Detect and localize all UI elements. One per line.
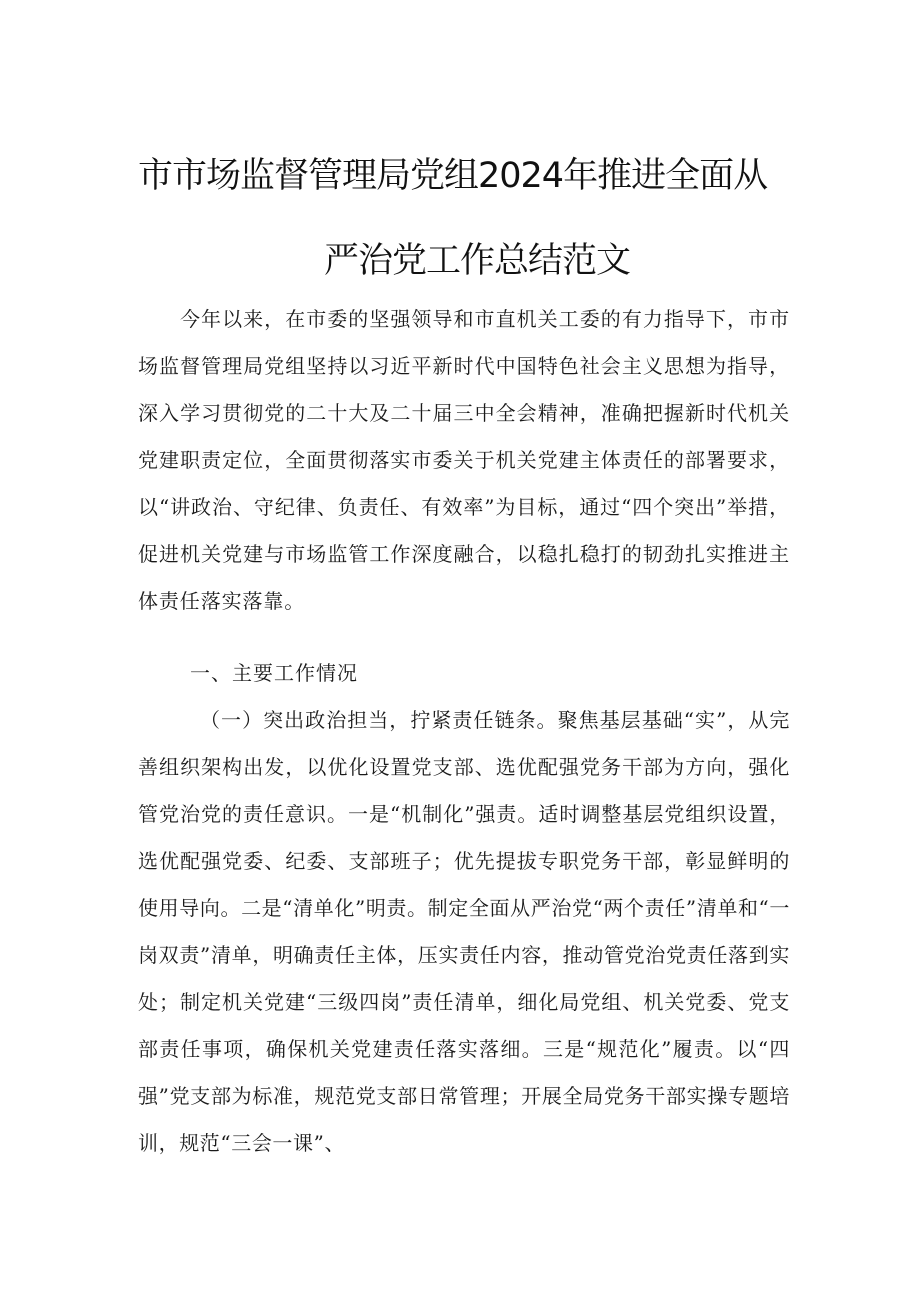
document-title-line-2: 严治党工作总结范文 [324, 241, 631, 281]
document-title-line-1: 市市场监督管理局党组2024年推进全面从 [138, 156, 768, 196]
body-paragraph: （一）突出政治担当，拧紧责任链条。聚焦基层基础“实”，从完善组织架构出发，以优化设置党支部、选优配强党务干部为方向，强化管党治党的责任意识。一是“机制化”强责。适时调整基层党组织设置，选优配强党委、纪委、支部班子；优先提拔专职党务干部，彰显鲜明的使用导向。二是“清单化”明责。制定全面从严治党“两个责任”清单和“一岗双责”清单，明确责任主体，压实责任内容，推动管党治党责任落到实处；制定机关党建“三级四岗”责任清单，细化局党组、机关党委、党支部责任事项，确保机关党建责任落实落细。三是“规范化”履责。以“四强”党支部为标准，规范党支部日常管理；开展全局党务干部实操专题培训，规范“三会一课”、 [138, 708, 790, 1155]
section-heading: 一、主要工作情况 [190, 661, 358, 685]
intro-paragraph: 今年以来，在市委的坚强领导和市直机关工委的有力指导下，市市场监督管理局党组坚持以习近平新时代中国特色社会主义思想为指导，深入学习贯彻党的二十大及二十届三中全会精神，准确把握新时代机关党建职责定位，全面贯彻落实市委关于机关党建主体责任的部署要求，以“讲政治、守纪律、负责任、有效率”为目标，通过“四个突出”举措，促进机关党建与市场监管工作深度融合，以稳扎稳打的韧劲扎实推进主体责任落实落靠。 [138, 307, 790, 613]
